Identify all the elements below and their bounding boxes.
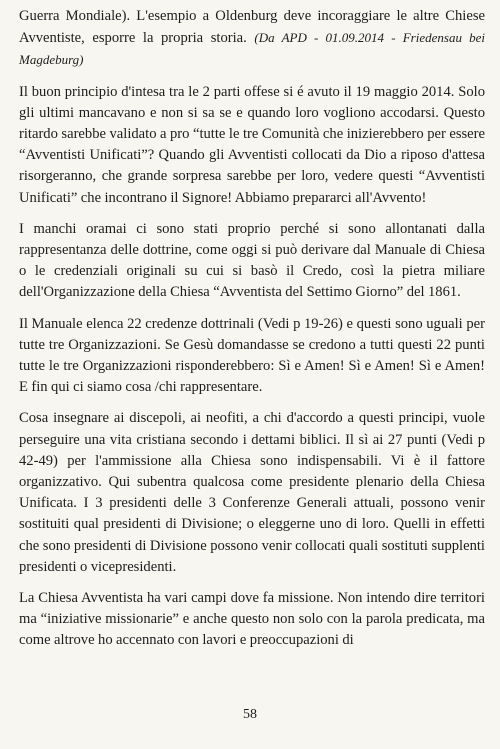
paragraph-5: Cosa insegnare ai discepoli, ai neofiti, a chi d'accordo a questi principi, vuole perseguire una vita cristiana secondo i dettami biblici. Il sì ai 27 punti (Vedi p 42-49) per l'ammissione alla Chiesa sono indispensabili. Vi è il fattore organizzativo. Qui subentra qualcosa come presidente plenario della Chiesa Unificata. I 3 presidenti delle 3 Conferenze Generali attuali, possono venir sostituiti qual presidenti di Divisione; o eleggerne uno di loro. Quelli in effetti che sono presidenti di Divisione possono venir collocati quali sostituti supplenti presidenti o vicepresidenti. [19, 410, 485, 575]
paragraph-1-text: Guerra Mondiale). L'esempio a Oldenburg deve incoraggiare le altre Chiese Avventiste, esporre la propria storia. [19, 8, 485, 47]
paragraph-4: Il Manuale elenca 22 credenze dottrinali (Vedi p 19-26) e questi sono uguali per tutte tre Organizzazioni. Se Gesù domandasse se credono a tutti questi 22 punti tutte le tre Organizzazioni risponderebbero: Sì e Amen! Sì e Amen! Sì e Amen! E fin qui ci siamo cosa /chi rappresentare. [19, 315, 485, 396]
paragraph-3: I manchi oramai ci sono stati proprio perché si sono allontanati dalla rappresentanza delle dottrine, come oggi si può derivare dal Manuale di Chiesa o le credenziali originali su cui si basò il Credo, così la pietra miliare dell'Organizzazione della Chiesa “Avventista del Settimo Giorno” del 1861. [19, 220, 485, 301]
paragraph-1 [19, 6, 485, 72]
paragraph-6: La Chiesa Avventista ha vari campi dove fa missione. Non intendo dire territori ma “iniziative missionarie” e anche questo non solo con la parola predicata, ma come altrove ho accennato con lavori e preoccupazioni di [19, 590, 485, 649]
page-number: 58 [243, 707, 257, 722]
citation: (Da APD - 01.09.2014 - Friedensau bei Magdeburg) [19, 30, 486, 68]
page-body [19, 6, 485, 662]
paragraph-2: Il buon principio d'intesa tra le 2 parti offese si é avuto il 19 maggio 2014. Solo gli ultimi mancavano e non si sa se e quando loro vogliono accodarsi. Questo ritardo sarebbe validato a pro “tutte le tre Comunità che inizierebbero per essere “Avventisti Unificati”? Quando gli Avventisti collocati da Dio a riposo d'attesa risorgeranno, che grande sorpresa sarebbe per loro, vedere questi “Avventisti Unificati” che incontrano il Signore! Abbiamo prepararci all'Avvento! [19, 83, 485, 206]
